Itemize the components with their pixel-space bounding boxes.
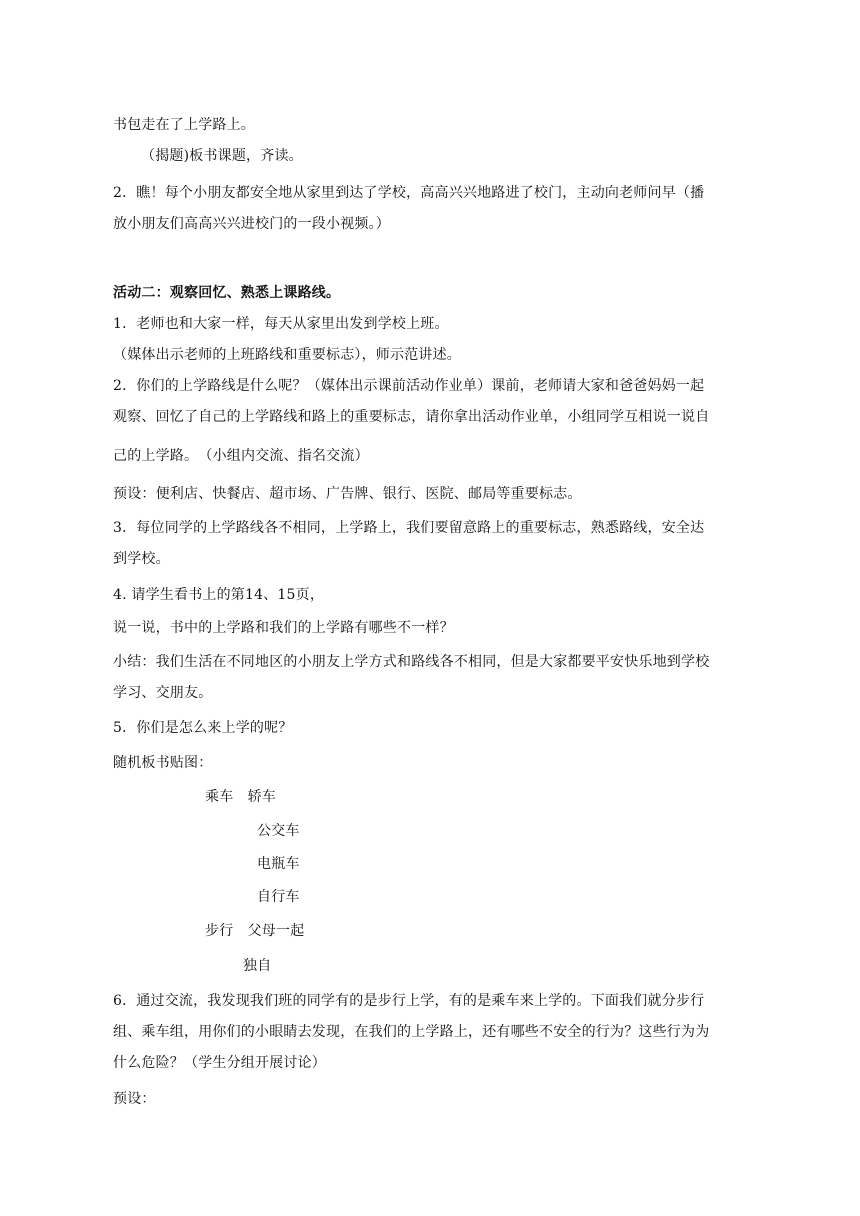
paragraph-line: 3．每位同学的上学路线各不相同，上学路上，我们要留意路上的重要标志，熟悉路线，安全达: [113, 520, 705, 536]
paragraph-line: 小结：我们生活在不同地区的小朋友上学方式和路线各不相同，但是大家都要平安快乐地到学校: [113, 654, 710, 670]
paragraph-line: 预设：便利店、快餐店、超市场、广告牌、银行、医院、邮局等重要标志。: [113, 486, 582, 502]
paragraph-line: 学习、交朋友。: [113, 685, 213, 701]
paragraph-line: 6．通过交流，我发现我们班的同学有的是步行上学，有的是乘车来上学的。下面我们就分步行: [113, 993, 705, 1009]
paragraph-line: （揭题)板书课题，齐读。: [141, 148, 303, 164]
paragraph-line: 随机板书贴图：: [113, 755, 213, 771]
paragraph-line: 4. 请学生看书上的第14、15页，: [113, 587, 325, 603]
paragraph-line: 2．瞧！每个小朋友都安全地从家里到达了学校，高高兴兴地路进了校门，主动向老师问早（播: [113, 185, 705, 201]
board-item: 乘车 轿车: [205, 789, 276, 805]
board-item: 步行 父母一起: [205, 923, 305, 939]
paragraph-line: 预设：: [113, 1091, 156, 1107]
board-item: 自行车: [257, 889, 300, 905]
paragraph-line: 到学校。: [113, 551, 170, 567]
board-item: 电瓶车: [257, 856, 300, 872]
paragraph-line: 2．你们的上学路线是什么呢？（媒体出示课前活动作业单）课前，老师请大家和爸爸妈妈一起: [113, 378, 705, 394]
paragraph-line: 观察、回忆了自己的上学路线和路上的重要标志，请你拿出活动作业单，小组同学互相说一说自: [113, 409, 710, 425]
paragraph-line: 组、乘车组，用你们的小眼睛去发现，在我们的上学路上，还有哪些不安全的行为？这些行为为: [113, 1024, 710, 1040]
paragraph-line: 5．你们是怎么来上学的呢？: [113, 720, 293, 736]
paragraph-line: 说一说，书中的上学路和我们的上学路有哪些不一样？: [113, 620, 454, 636]
paragraph-line: 放小朋友们高高兴兴进校门的一段小视频。）: [113, 216, 390, 232]
paragraph-line: 己的上学路。 （小组内交流、指名交流）: [113, 448, 369, 464]
paragraph-line: （媒体出示老师的上班路线和重要标志），师示范讲述。: [113, 347, 461, 363]
paragraph-line: 1．老师也和大家一样，每天从家里出发到学校上班。: [113, 316, 449, 332]
board-item: 公交车: [257, 823, 300, 839]
board-item: 独自: [243, 958, 272, 974]
paragraph-line: 什么危险？（学生分组开展讨论）: [113, 1055, 326, 1071]
section-heading: 活动二：观察回忆、熟悉上课路线。: [113, 285, 341, 301]
paragraph-line: 书包走在了上学路上。: [113, 117, 255, 133]
